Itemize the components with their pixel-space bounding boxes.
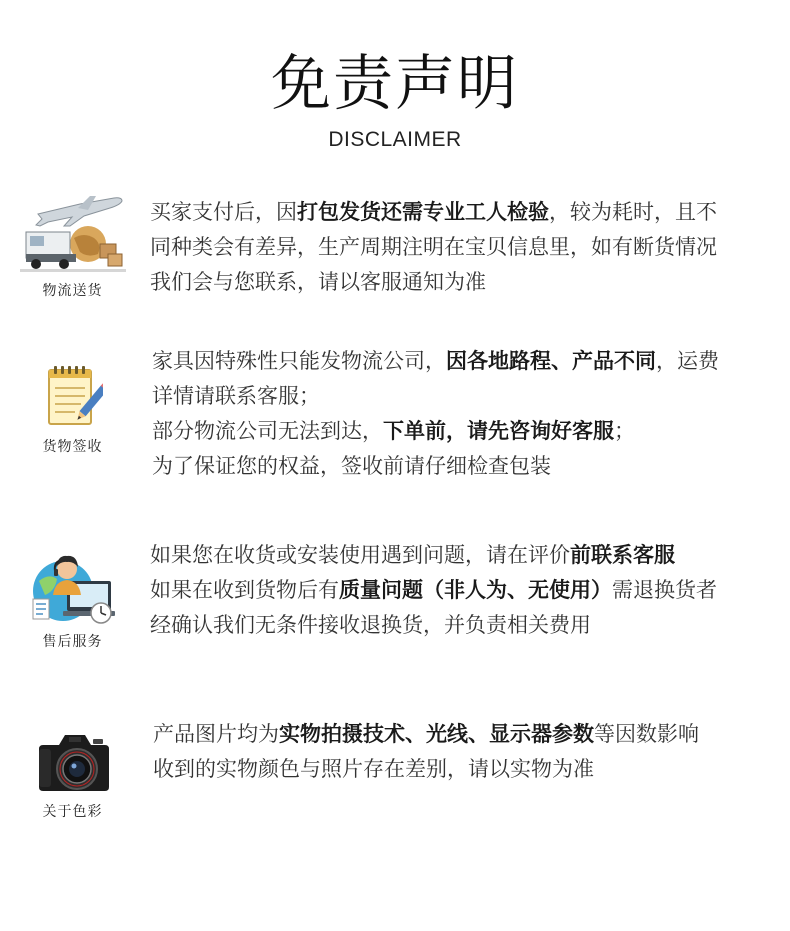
color-label: 关于色彩 — [42, 804, 103, 820]
section-after-sales — [0, 535, 790, 655]
section-delivery — [0, 340, 790, 490]
after-sales-line-3: 经确认我们无条件接收退换货，并负责相关费用 — [150, 613, 591, 637]
page-subtitle: DISCLAIMER — [328, 128, 462, 151]
notepad-icon — [43, 362, 103, 430]
page-header — [0, 0, 790, 170]
color-text — [153, 717, 699, 787]
delivery-line-4: 为了保证您的权益，签收前请仔细检查包装 — [152, 454, 551, 478]
logistics-line-3: 我们会与您联系，请以客服通知为准 — [150, 270, 486, 294]
customer-service-icon-box — [0, 551, 145, 651]
notepad-icon-box — [0, 362, 145, 456]
camera-icon — [33, 727, 113, 795]
logistics-label: 物流送货 — [42, 283, 103, 299]
delivery-line-1: 家具因特殊性只能发物流公司，因各地路程、产品不同，运费 — [152, 349, 719, 373]
customer-service-icon — [27, 551, 119, 625]
after-sales-line-2: 如果在收到货物后有质量问题（非人为、无使用）需退换货者 — [150, 578, 717, 602]
logistics-icon-box — [0, 192, 145, 300]
logistics-icon — [18, 192, 128, 274]
section-color — [0, 715, 790, 835]
logistics-line-1: 买家支付后，因打包发货还需专业工人检验，较为耗时，且不 — [150, 200, 717, 224]
color-line-2: 收到的实物颜色与照片存在差别，请以实物为准 — [153, 757, 594, 781]
camera-icon-box — [0, 727, 145, 821]
logistics-text — [150, 195, 717, 300]
after-sales-label: 售后服务 — [42, 634, 103, 650]
section-logistics — [0, 190, 790, 310]
delivery-text — [152, 344, 719, 484]
delivery-line-3: 部分物流公司无法到达，下单前，请先咨询好客服； — [152, 419, 635, 443]
color-line-1: 产品图片均为实物拍摄技术、光线、显示器参数等因数影响 — [153, 722, 699, 746]
delivery-line-2: 详情请联系客服； — [152, 384, 320, 408]
page-title: 免责声明 — [271, 49, 519, 119]
logistics-line-2: 同种类会有差异，生产周期注明在宝贝信息里，如有断货情况 — [150, 235, 717, 259]
after-sales-line-1: 如果您在收货或安装使用遇到问题，请在评价前联系客服 — [150, 543, 675, 567]
after-sales-text — [150, 538, 717, 643]
delivery-label: 货物签收 — [42, 439, 103, 455]
